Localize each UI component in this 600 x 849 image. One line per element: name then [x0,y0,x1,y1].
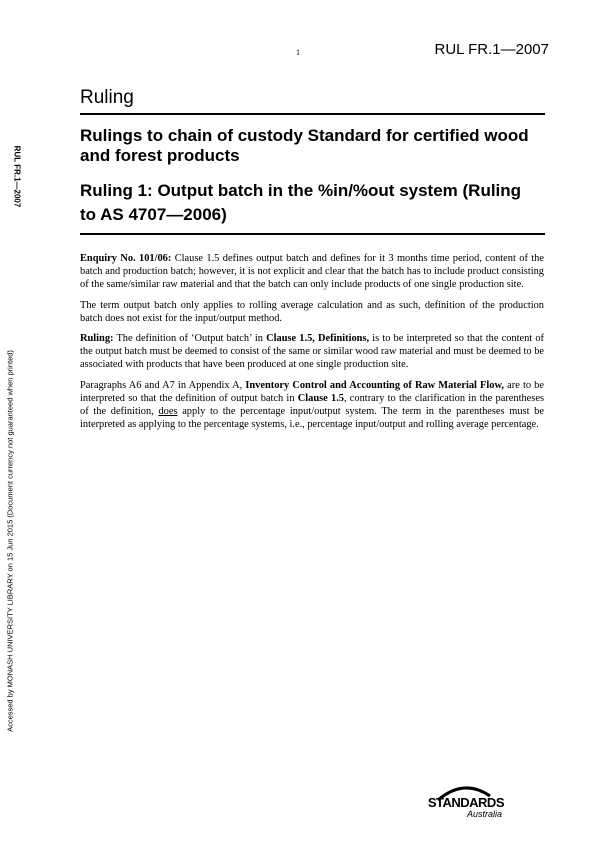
page-number: 1 [296,48,300,57]
ruling-text-b: is to be interpreted so that the content of the output batch must be deemed to consist of the same or similar wood raw material and must be deemed to be associated with products that have been produced at one single production site. [80,333,544,371]
clause-reference-2: Clause 1.5 [297,392,344,404]
access-note: Accessed by MONASH UNIVERSITY LIBRARY on 15 Jun 2015 (Document currency not guaranteed when printed) [5,350,15,732]
logo-sub-text: Australia [466,809,502,819]
top-divider [80,113,545,115]
bottom-divider [80,233,545,235]
ruling-paragraph [80,332,544,372]
scope-paragraph: The term output batch only applies to rolling average calculation and as such, definition of the production batch does not exist for the input/output method. [80,299,544,324]
document-id: RUL FR.1—2007 [434,41,549,58]
appendix-text-a: Paragraphs A6 and A7 in Appendix A, [80,379,246,391]
enquiry-label: Enquiry No. 101/06: [80,253,172,264]
logo-main-text: STANDARDS [427,795,504,810]
ruling-label: Ruling: [80,333,114,345]
section-label: Ruling [80,87,134,108]
appendix-paragraph [80,379,544,432]
standards-australia-logo [424,796,504,819]
page-title: Rulings to chain of custody Standard for certified wood and forest products [80,126,529,165]
enquiry-text: Clause 1.5 defines output batch and defines for it 3 months time period, content of the batch and production batch; however, it is not explicit and clear that the batch has to include product consisting of the same/similar raw material and that the batch can only include products of one single production site. [80,253,544,291]
appendix-title: Inventory Control and Accounting of Raw Material Flow, [245,379,505,391]
appendix-text-b: are to be interpreted so that the definition of output batch in [80,379,544,404]
clause-reference: Clause 1.5, Definitions, [266,333,370,345]
appendix-text-c: , contrary to the clarification in the parentheses of the definition, [80,392,544,418]
ruling-subtitle: Ruling 1: Output batch in the %in/%out system (Ruling to AS 4707—2006) [80,181,522,224]
side-document-id: RUL FR.1—2007 [12,145,22,208]
enquiry-paragraph [80,252,544,292]
ruling-body [80,252,544,438]
appendix-text-d: apply to the percentage input/output system. The term in the parentheses must be interpreted as applying to the percentage systems, i.e., percentage input/output and rolling average percentage. [80,406,544,431]
ruling-text-a: The definition of ‘Output batch’ in [113,333,267,345]
emphasis-does: does [158,406,178,418]
